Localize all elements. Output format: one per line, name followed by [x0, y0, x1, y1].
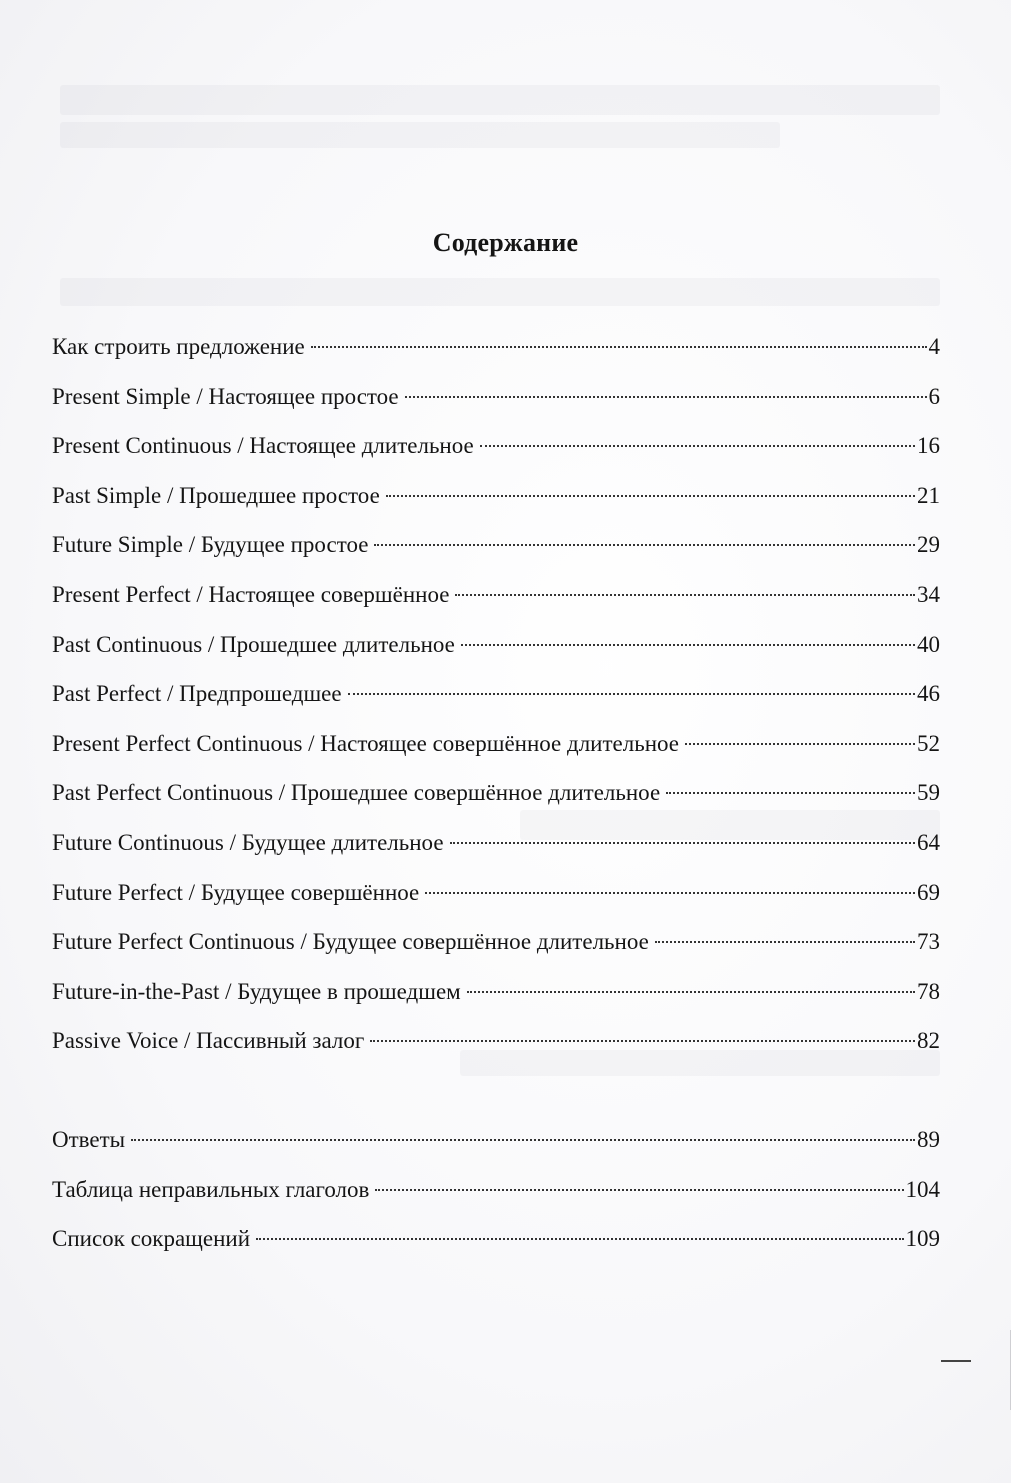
toc-entry-label: Present Simple / Настоящее простое: [52, 383, 399, 409]
toc-entry-page: 21: [917, 482, 940, 508]
toc-entry-label: Past Perfect Continuous / Прошедшее совершённое длительное: [52, 780, 661, 806]
toc-entry-page: 69: [917, 879, 940, 905]
toc-entry-page: 46: [917, 681, 940, 707]
dot-leader: [467, 969, 915, 999]
toc-entry-page: 82: [917, 1028, 940, 1054]
toc-entry[interactable]: [52, 622, 940, 672]
dot-leader: [311, 324, 927, 354]
toc-entry-page: 78: [917, 978, 940, 1004]
dot-leader: [375, 1167, 903, 1197]
toc-entry[interactable]: [52, 870, 940, 920]
dot-leader: [370, 1018, 915, 1048]
toc-entry-page: 16: [917, 433, 940, 459]
dot-leader: [131, 1117, 915, 1147]
toc-entry[interactable]: [52, 572, 940, 622]
toc-entry-page: 104: [905, 1176, 940, 1202]
toc-entry-label: Future Perfect / Будущее совершённое: [52, 879, 420, 905]
toc-entry-page: 59: [917, 780, 940, 806]
toc-entry[interactable]: [52, 374, 940, 424]
dot-leader: [666, 770, 915, 800]
toc-entry[interactable]: [52, 473, 940, 523]
dot-leader: [480, 423, 915, 453]
toc-entry-label: Future-in-the-Past / Будущее в прошедшем: [52, 978, 461, 1004]
table-of-contents: [52, 324, 940, 1266]
dot-leader: [374, 522, 915, 552]
dot-leader: [655, 919, 915, 949]
dot-leader: [386, 473, 915, 503]
toc-entry-page: 6: [928, 383, 940, 409]
toc-entry-page: 40: [917, 631, 940, 657]
toc-entry[interactable]: [52, 721, 940, 771]
toc-entry[interactable]: [52, 1018, 940, 1068]
bleed-through-mark: [60, 85, 940, 115]
toc-entry[interactable]: [52, 423, 940, 473]
toc-entry-label: Past Perfect / Предпрошедшее: [52, 681, 342, 707]
toc-entry-page: 4: [928, 334, 940, 359]
toc-entry-label: Future Perfect Continuous / Будущее совершённое длительное: [52, 929, 649, 955]
toc-entry[interactable]: [52, 324, 940, 374]
toc-appendix-entry[interactable]: [52, 1117, 940, 1167]
dot-leader: [455, 572, 915, 602]
toc-entry[interactable]: [52, 770, 940, 820]
dot-leader: [425, 870, 915, 900]
toc-entry-label: Future Simple / Будущее простое: [52, 532, 369, 558]
toc-entry-page: 89: [917, 1126, 940, 1152]
toc-entry[interactable]: [52, 522, 940, 572]
bleed-through-mark: [60, 122, 780, 148]
toc-entry-page: 64: [917, 829, 940, 855]
dot-leader: [461, 622, 915, 652]
toc-entry[interactable]: [52, 919, 940, 969]
toc-appendix-entry[interactable]: [52, 1216, 940, 1266]
page-edge-mark: [941, 1360, 971, 1362]
toc-entry-page: 109: [905, 1226, 940, 1252]
toc-appendix-entry[interactable]: [52, 1167, 940, 1217]
toc-entry-page: 52: [917, 730, 940, 756]
toc-entry-label: Present Perfect Continuous / Настоящее совершённое длительное: [52, 730, 680, 756]
dot-leader: [450, 820, 915, 850]
toc-entry[interactable]: [52, 969, 940, 1019]
toc-entry[interactable]: [52, 820, 940, 870]
toc-entry-page: 29: [917, 532, 940, 558]
toc-entry-label: Passive Voice / Пассивный залог: [52, 1028, 365, 1054]
dot-leader: [256, 1216, 903, 1246]
dot-leader: [405, 374, 927, 404]
toc-entry-page: 73: [917, 929, 940, 955]
dot-leader: [348, 671, 915, 701]
bleed-through-mark: [60, 278, 940, 306]
toc-entry-label: Present Perfect / Настоящее совершённое: [52, 581, 450, 607]
toc-entry-label: Future Continuous / Будущее длительное: [52, 829, 444, 855]
toc-entry-label: Список сокращений: [52, 1226, 251, 1252]
toc-entry-label: Past Continuous / Прошедшее длительное: [52, 631, 455, 657]
toc-entry-label: Как строить предложение: [52, 334, 305, 359]
toc-entry-label: Ответы: [52, 1126, 126, 1152]
toc-entry-page: 34: [917, 581, 940, 607]
section-gap: [52, 1068, 940, 1117]
toc-title: Содержание: [432, 228, 579, 257]
toc-entry-label: Present Continuous / Настоящее длительное: [52, 433, 474, 459]
dot-leader: [685, 721, 915, 751]
toc-entry-label: Таблица неправильных глаголов: [52, 1176, 370, 1202]
toc-entry-label: Past Simple / Прошедшее простое: [52, 482, 380, 508]
toc-entry[interactable]: [52, 671, 940, 721]
